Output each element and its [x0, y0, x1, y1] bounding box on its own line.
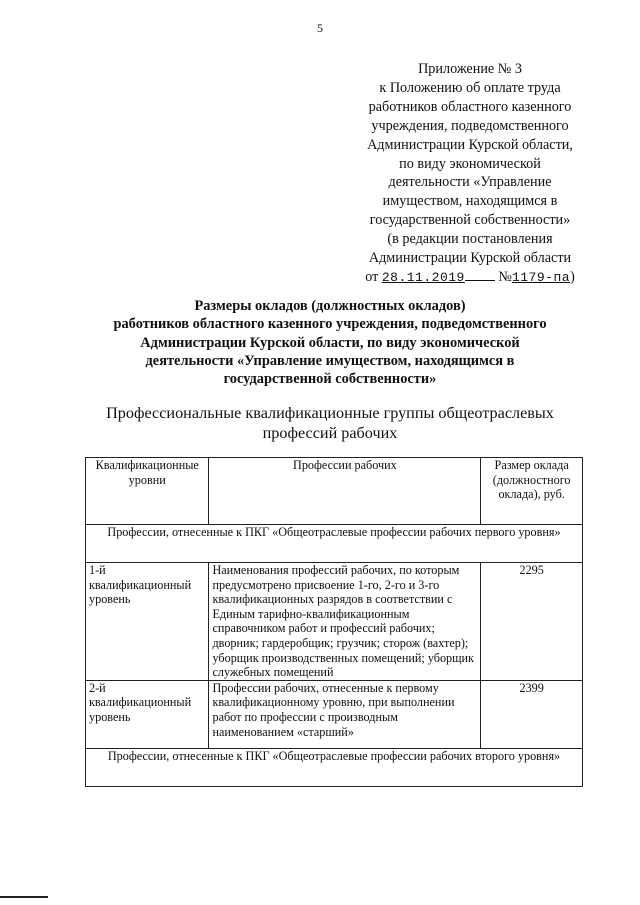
appendix-header — [345, 60, 595, 288]
subtitle-line: профессий рабочих — [262, 424, 398, 442]
page-edge-mark — [0, 896, 48, 898]
title-line: деятельности «Управление имуществом, находящимся в — [145, 352, 515, 369]
header-salary: Размер оклада (должностного оклада), руб. — [481, 458, 583, 525]
professions-cell: Профессии рабочих, отнесенные к первому квалификационному уровню, при выполнении работ по профессии с производным наименованием «старший» — [209, 680, 481, 748]
from-label: от — [365, 268, 379, 285]
group-title: Профессии, отнесенные к ПКГ «Общеотраслевые профессии рабочих второго уровня» — [86, 748, 583, 786]
appendix-line: по виду экономической — [399, 155, 541, 172]
section-subtitle — [90, 403, 570, 443]
subtitle-line: Профессиональные квалификационные группы общеотраслевых — [106, 404, 554, 422]
page-number: 5 — [317, 21, 323, 35]
appendix-line: деятельности «Управление — [388, 174, 552, 191]
table-header-row — [86, 458, 583, 525]
header-level: Квалификационные уровни — [86, 458, 209, 525]
table-row — [86, 563, 583, 681]
group-title: Профессии, отнесенные к ПКГ «Общеотраслевые профессии рабочих первого уровня» — [86, 525, 583, 563]
number-label: № — [498, 268, 512, 285]
level-cell: 2-й квалификационный уровень — [86, 680, 209, 748]
table-row — [86, 680, 583, 748]
appendix-line: имуществом, находящимся в — [382, 193, 558, 210]
close-paren: ) — [570, 268, 575, 285]
professions-cell: Наименования профессий рабочих, по которым предусмотрено присвоение 1-го, 2-го и 3-го квалификационных разрядов в соответствии с Единым тарифно-квалификационным справочником работ и профессий рабочих; дворник; гардеробщик; грузчик; сторож (вахтер); уборщик производственных помещений; уборщик служебных помещений — [209, 563, 481, 681]
resolution-date: 28.11.2019 — [381, 269, 465, 285]
title-line: работников областного казенного учреждения, подведомственного — [113, 316, 547, 333]
group-row — [86, 525, 583, 563]
appendix-line: к Положению об оплате труда — [379, 79, 561, 96]
underline-gap — [465, 270, 495, 281]
group-row — [86, 748, 583, 786]
appendix-line: работников областного казенного — [368, 98, 572, 115]
appendix-line: Администрации Курской области — [368, 250, 572, 267]
salary-cell: 2399 — [481, 680, 583, 748]
document-title — [90, 297, 570, 388]
title-line: государственной собственности» — [223, 371, 437, 388]
salary-cell: 2295 — [481, 563, 583, 681]
appendix-line: Приложение № 3 — [418, 61, 522, 77]
title-line: Размеры окладов (должностных окладов) — [194, 298, 466, 314]
resolution-number: 1179-па — [511, 269, 571, 285]
resolution-date-number — [345, 268, 595, 288]
appendix-line: (в редакции постановления — [387, 231, 553, 248]
level-cell: 1-й квалификационный уровень — [86, 563, 209, 681]
title-line: Администрации Курской области, по виду экономической — [140, 334, 520, 351]
appendix-line: государственной собственности» — [369, 212, 571, 229]
salary-table — [85, 457, 583, 787]
appendix-line: учреждения, подведомственного — [371, 117, 569, 134]
appendix-line: Администрации Курской области, — [367, 136, 573, 153]
header-professions: Профессии рабочих — [209, 458, 481, 525]
